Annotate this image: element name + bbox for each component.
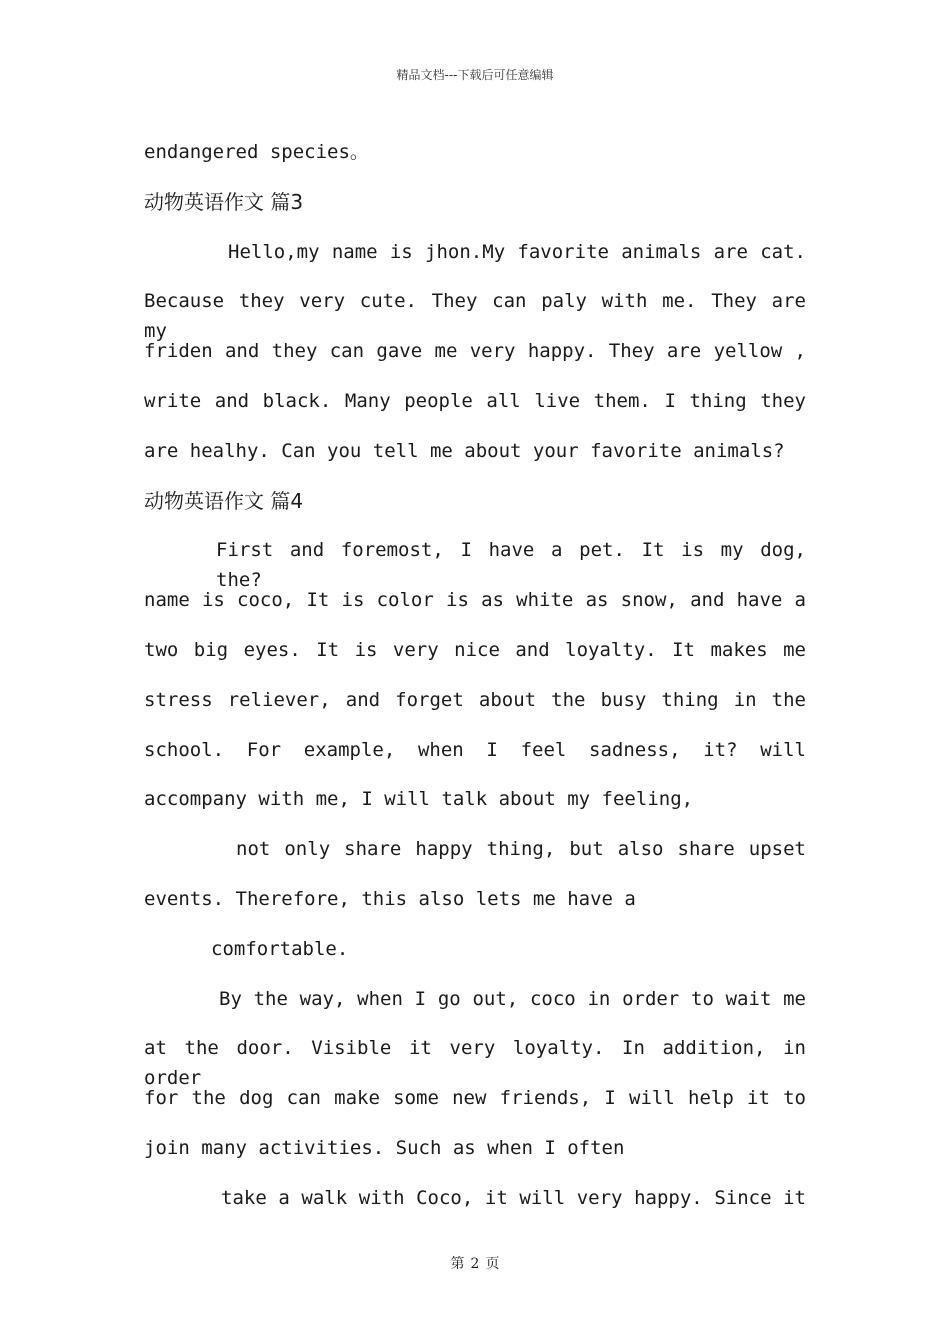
section-heading: 动物英语作文 篇3 [144, 190, 304, 214]
text-line: two big eyes. It is very nice and loyalty. It makes me [144, 639, 806, 661]
text-line: accompany with me, I will talk about my feeling, [144, 788, 694, 810]
text-line: name is coco, It is color is as white as snow, and have a [144, 589, 806, 611]
footer-prefix: 第 [450, 1256, 465, 1272]
text-line: endangered species。 [144, 141, 369, 163]
page-number: 2 [470, 1256, 480, 1272]
footer-suffix: 页 [485, 1256, 500, 1272]
text-line: take a walk with Coco, it will very happy. Since it [221, 1187, 806, 1209]
text-line: join many activities. Such as when I often [144, 1137, 625, 1159]
page-header: 精品文档---下载后可任意编辑 [396, 68, 554, 82]
text-line: friden and they can gave me very happy. They are yellow , [144, 340, 806, 362]
text-line: events. Therefore, this also lets me have a [144, 888, 636, 910]
section-heading: 动物英语作文 篇4 [144, 489, 304, 513]
text-line: By the way, when I go out, coco in order to wait me [219, 988, 806, 1010]
text-line: at the door. Visible it very loyalty. In addition, in order [144, 1037, 806, 1089]
text-line: Because they very cute. They can paly with me. They are my [144, 290, 806, 342]
page-footer [0, 1253, 950, 1273]
text-line: write and black. Many people all live them. I thing they [144, 390, 806, 412]
text-line: school. For example, when I feel sadness, it? will [144, 739, 806, 761]
text-line: comfortable. [211, 938, 349, 960]
text-line: are healhy. Can you tell me about your favorite animals? [144, 440, 785, 462]
text-line: for the dog can make some new friends, I will help it to [144, 1087, 806, 1109]
text-line: First and foremost, I have a pet. It is my dog, the? [216, 539, 806, 591]
text-line: Hello,my name is jhon.My favorite animals are cat. [228, 241, 806, 263]
text-line: not only share happy thing, but also share upset [236, 838, 806, 860]
text-line: stress reliever, and forget about the busy thing in the [144, 689, 806, 711]
